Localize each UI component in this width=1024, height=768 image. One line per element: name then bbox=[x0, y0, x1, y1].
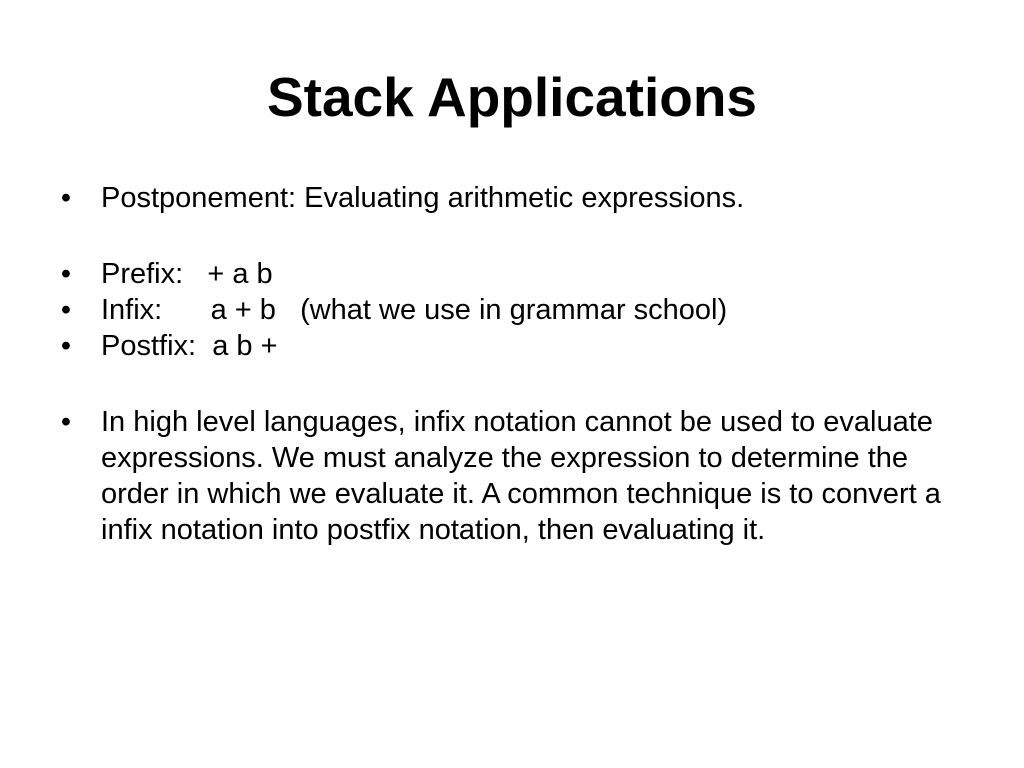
bullet-item-postfix bbox=[56, 328, 956, 364]
bullet-item-high-level-languages bbox=[56, 404, 956, 548]
bullet-icon: • bbox=[60, 294, 72, 326]
bullet-icon: • bbox=[60, 330, 72, 362]
bullet-text: Prefix: + a b bbox=[101, 258, 273, 290]
bullet-icon: • bbox=[60, 182, 72, 214]
bullet-list bbox=[56, 180, 956, 548]
slide-title: Stack Applications bbox=[266, 66, 758, 128]
bullet-text: In high level languages, infix notation cannot be used to evaluate expressions. We must analyze the expression to determine the order in which we evaluate it. A common technique is to convert a infix notation into postfix notation, then evaluating it. bbox=[101, 406, 941, 546]
bullet-item-infix bbox=[56, 292, 956, 328]
bullet-item-postponement bbox=[56, 180, 956, 216]
bullet-text: Postponement: Evaluating arithmetic expressions. bbox=[101, 182, 745, 214]
bullet-text: Postfix: a b + bbox=[101, 330, 278, 362]
bullet-item-prefix bbox=[56, 256, 956, 292]
bullet-icon: • bbox=[60, 406, 72, 438]
bullet-icon: • bbox=[60, 258, 72, 290]
bullet-text: Infix: a + b (what we use in grammar school) bbox=[101, 294, 728, 326]
